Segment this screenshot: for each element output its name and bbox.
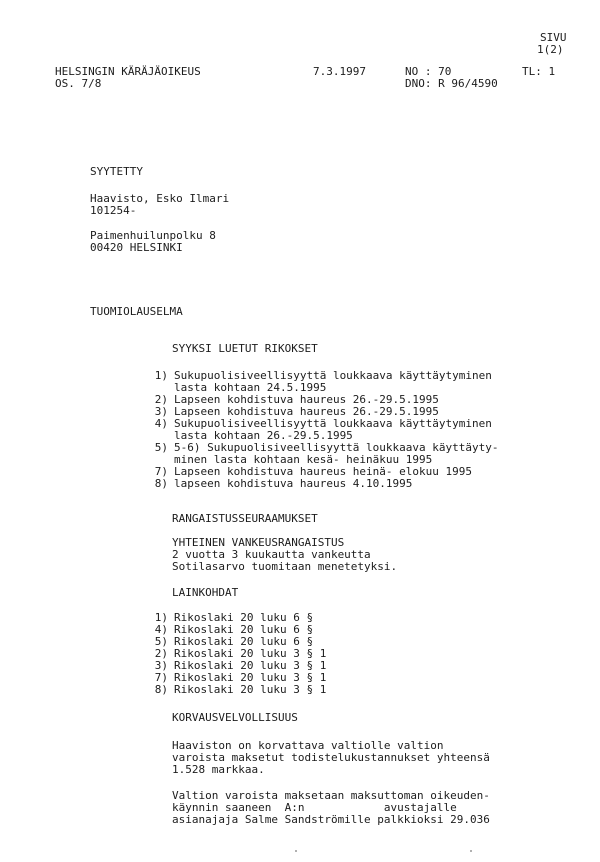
compensation-text: asianajaja Salme Sandströmille palkkioksi 29.036 xyxy=(172,813,490,826)
scan-speck xyxy=(470,850,472,852)
docket-number: DNO: R 96/4590 xyxy=(405,77,498,90)
compensation-text: käynnin saaneen A:n avustajalle xyxy=(172,801,457,814)
charge-item xyxy=(146,370,499,394)
provision-number: 5) xyxy=(154,635,168,648)
compensation-text: varoista maksetut todistelukustannukset yhteensä xyxy=(172,751,490,764)
charges-list xyxy=(146,370,499,490)
compensation-heading: KORVAUSVELVOLLISUUS xyxy=(172,711,298,724)
tl-code: TL: 1 xyxy=(522,65,556,78)
charge-text: lasta kohtaan 26.-29.5.1995 xyxy=(174,429,353,442)
charge-number: 2) xyxy=(154,393,168,406)
provision-item xyxy=(146,684,326,696)
charge-text: Lapseen kohdistuva haureus 26.-29.5.1995 xyxy=(174,393,439,406)
provision-text: Rikoslaki 20 luku 3 § 1 xyxy=(174,671,327,684)
compensation-text: Haaviston on korvattava valtiolle valtion xyxy=(172,739,444,752)
charge-number: 3) xyxy=(154,405,168,418)
defendant-city: 00420 HELSINKI xyxy=(90,241,183,254)
provision-number: 1) xyxy=(154,611,168,624)
charge-number: 5) xyxy=(154,441,168,454)
sanction-line: YHTEINEN VANKEUSRANGAISTUS xyxy=(172,536,345,549)
provision-text: Rikoslaki 20 luku 6 § xyxy=(174,635,314,648)
scan-speck xyxy=(295,850,297,852)
provisions-heading: LAINKOHDAT xyxy=(172,586,239,599)
defendant-id: 101254- xyxy=(90,204,137,217)
decision-date: 7.3.1997 xyxy=(313,65,366,78)
court-name: HELSINGIN KÄRÄJÄOIKEUS xyxy=(55,65,201,78)
charge-number: 4) xyxy=(154,417,168,430)
charge-text: Lapseen kohdistuva haureus 26.-29.5.1995 xyxy=(174,405,439,418)
page-number: 1(2) xyxy=(537,43,564,56)
provision-text: Rikoslaki 20 luku 3 § 1 xyxy=(174,659,327,672)
page-label: SIVU xyxy=(540,31,567,44)
case-number: NO : 70 xyxy=(405,65,452,78)
department: OS. 7/8 xyxy=(55,77,102,90)
provision-text: Rikoslaki 20 luku 3 § 1 xyxy=(174,683,327,696)
provision-text: Rikoslaki 20 luku 6 § xyxy=(174,623,314,636)
charge-item xyxy=(146,478,499,490)
defendant-street: Paimenhuilunpolku 8 xyxy=(90,229,216,242)
provision-text: Rikoslaki 20 luku 3 § 1 xyxy=(174,647,327,660)
charge-number: 1) xyxy=(154,369,168,382)
provision-text: Rikoslaki 20 luku 6 § xyxy=(174,611,314,624)
sanction-line: 2 vuotta 3 kuukautta vankeutta xyxy=(172,548,371,561)
provision-number: 3) xyxy=(154,659,168,672)
charge-text: minen lasta kohtaan kesä- heinäkuu 1995 xyxy=(174,453,433,466)
charge-item xyxy=(146,418,499,442)
charge-item xyxy=(146,442,499,466)
verdict-heading: TUOMIOLAUSELMA xyxy=(90,305,183,318)
charge-text: lapseen kohdistuva haureus 4.10.1995 xyxy=(174,477,413,490)
provision-number: 7) xyxy=(154,671,168,684)
charge-text: Sukupuolisiveellisyyttä loukkaava käyttäytyminen xyxy=(174,369,492,382)
charge-text: Sukupuolisiveellisyyttä loukkaava käyttäytyminen xyxy=(174,417,492,430)
provisions-list xyxy=(146,612,326,696)
compensation-text: 1.528 markkaa. xyxy=(172,763,265,776)
defendant-heading: SYYTETTY xyxy=(90,165,143,178)
provision-number: 2) xyxy=(154,647,168,660)
defendant-name: Haavisto, Esko Ilmari xyxy=(90,192,230,205)
compensation-text: Valtion varoista maksetaan maksuttoman oikeuden- xyxy=(172,789,490,802)
sanction-line: Sotilasarvo tuomitaan menetetyksi. xyxy=(172,560,398,573)
provision-number: 8) xyxy=(154,683,168,696)
charge-number: 7) xyxy=(154,465,168,478)
charge-number: 8) xyxy=(154,477,168,490)
charges-heading: SYYKSI LUETUT RIKOKSET xyxy=(172,342,318,355)
charge-text: Lapseen kohdistuva haureus heinä- elokuu 1995 xyxy=(174,465,473,478)
charge-text: lasta kohtaan 24.5.1995 xyxy=(174,381,327,394)
provision-number: 4) xyxy=(154,623,168,636)
charge-text: 5-6) Sukupuolisiveellisyyttä loukkaava käyttäyty- xyxy=(174,441,499,454)
sanctions-heading: RANGAISTUSSEURAAMUKSET xyxy=(172,512,318,525)
